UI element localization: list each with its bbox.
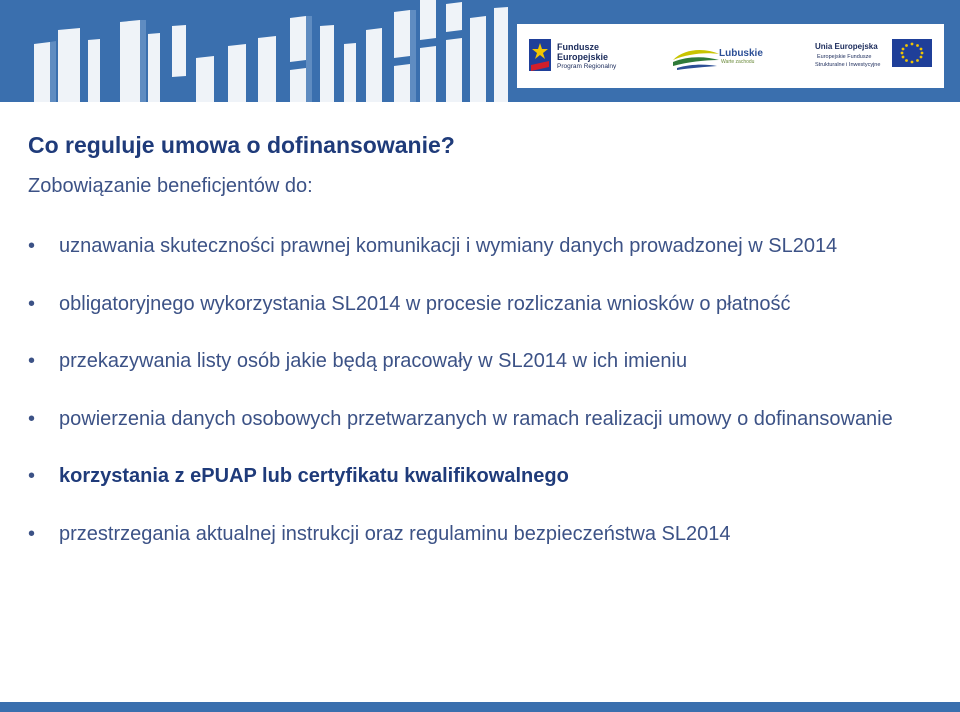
list-item-text: uznawania skuteczności prawnej komunikacji i wymiany danych prowadzonej w SL2014 xyxy=(59,235,838,257)
lubuskie-logo-line1: Lubuskie xyxy=(719,48,763,59)
bullet-dot-icon: • xyxy=(28,465,36,487)
bullet-dot-icon: • xyxy=(28,350,36,372)
eu-logo-line2: Europejskie Fundusze xyxy=(817,54,872,60)
list-item xyxy=(28,506,944,564)
eu-logo-line1: Unia Europejska xyxy=(815,42,878,51)
fe-star-icon xyxy=(529,39,553,73)
obligations-list xyxy=(28,218,944,563)
bullet-dot-icon: • xyxy=(28,292,36,315)
bullet-dot-icon: • xyxy=(28,235,36,257)
slide-subtitle: Zobowiązanie beneficjentów do: xyxy=(28,175,313,197)
list-item xyxy=(28,391,944,449)
list-item-text: przekazywania listy osób jakie będą pracowały w SL2014 w ich imieniu xyxy=(59,350,688,372)
lubuskie-logo xyxy=(667,24,777,88)
bullet-dot-icon: • xyxy=(28,522,36,545)
list-item xyxy=(28,448,944,506)
footer-bar xyxy=(0,702,960,712)
list-item xyxy=(28,276,944,334)
fe-logo-line3: Program Regionalny xyxy=(557,63,617,70)
fe-logo-line1: Fundusze xyxy=(557,42,599,52)
bullet-dot-icon: • xyxy=(28,407,36,430)
lubuskie-swoosh-icon xyxy=(671,42,721,72)
fundusze-europejskie-logo xyxy=(527,24,647,88)
logo-strip xyxy=(517,24,944,88)
eu-logo-line3: Strukturalne i Inwestycyjne xyxy=(815,62,881,68)
list-item-text: obligatoryjnego wykorzystania SL2014 w procesie rozliczania wniosków o płatność xyxy=(59,292,791,315)
header-banner xyxy=(0,0,960,102)
list-item-text: korzystania z ePUAP lub certyfikatu kwalifikowalnego xyxy=(59,465,569,487)
list-item-text: powierzenia danych osobowych przetwarzanych w ramach realizacji umowy o dofinansowanie xyxy=(59,407,893,430)
lubuskie-logo-line2: Warte zachodu xyxy=(721,59,755,65)
banner-decoration xyxy=(0,0,520,102)
slide-title: Co reguluje umowa o dofinansowanie? xyxy=(28,132,455,158)
list-item xyxy=(28,218,944,276)
list-item-text: przestrzegania aktualnej instrukcji oraz regulaminu bezpieczeństwa SL2014 xyxy=(59,522,731,545)
fe-logo-line2: Europejskie xyxy=(557,52,609,62)
list-item xyxy=(28,333,944,391)
eu-flag-icon xyxy=(892,39,932,67)
eu-logo xyxy=(807,24,942,88)
slide-content xyxy=(28,125,944,563)
